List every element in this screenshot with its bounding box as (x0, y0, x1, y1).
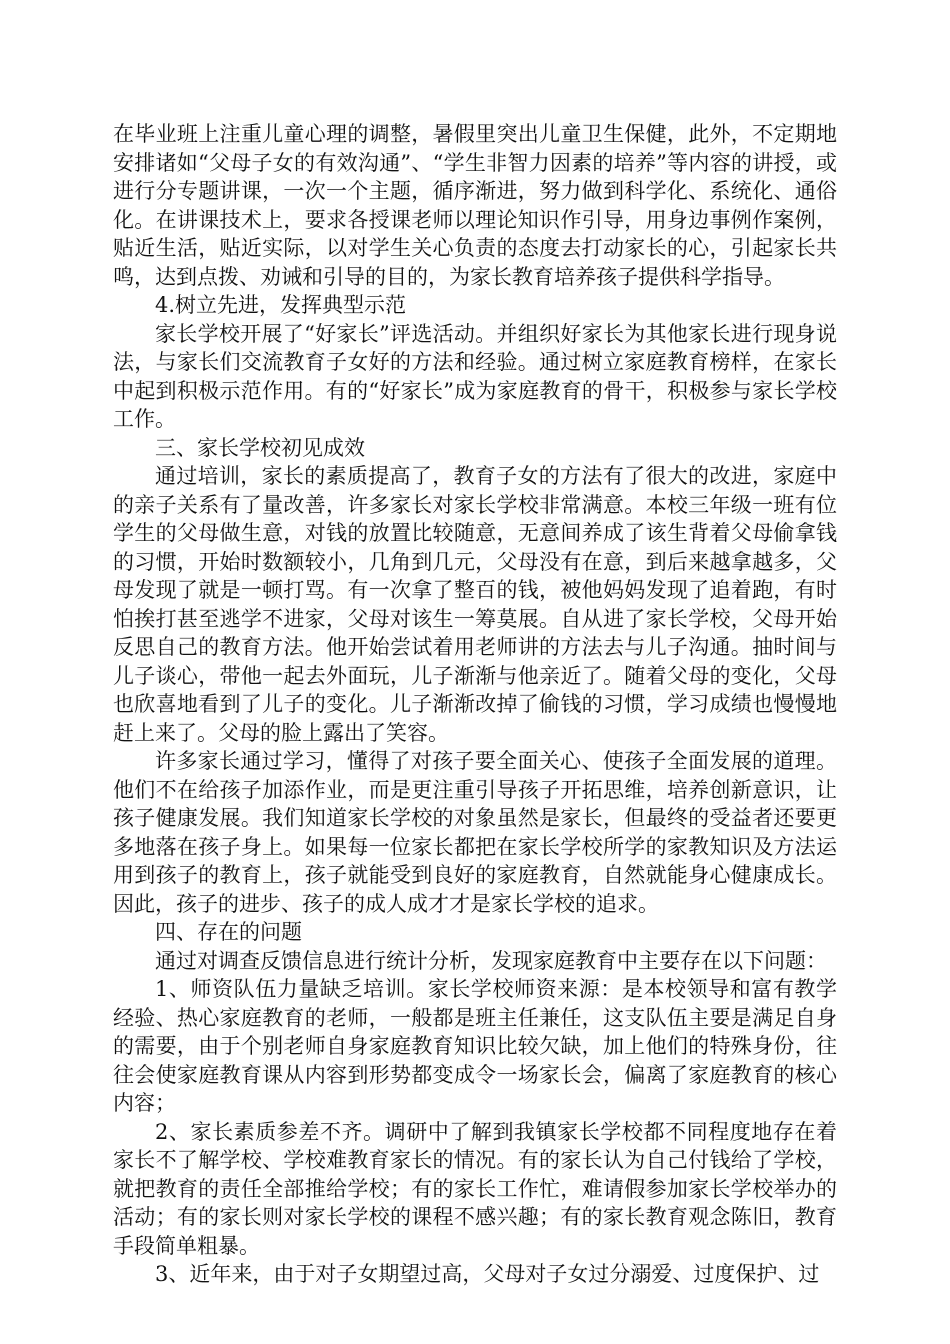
section-heading-4: 4.树立先进，发挥典型示范 (155, 293, 407, 317)
document-page (113, 120, 837, 1289)
paragraph-2: 家长学校开展了“好家长”评选活动。并组织好家长为其他家长进行现身说法，与家长们交流教育子女好的方法和经验。通过树立家庭教育榜样，在家长中起到积极示范作用。有的“好家长”成为家庭教育的骨干，积极参与家长学校工作。 (113, 321, 837, 431)
paragraph-4: 许多家长通过学习，懂得了对孩子要全面关心、使孩子全面发展的道理。他们不在给孩子加添作业，而是更注重引导孩子开拓思维，培养创新意识，让孩子健康发展。我们知道家长学校的对象虽然是家长，但最终的受益者还要更多地落在孩子身上。如果每一位家长都把在家长学校所学的家教知识及方法运用到孩子的教育上，孩子就能受到良好的家庭教育，自然就能身心健康成长。因此，孩子的进步、孩子的成人成才才是家长学校的追求。 (113, 749, 837, 916)
section-heading-3: 三、家长学校初见成效 (155, 435, 365, 460)
paragraph-1: 在毕业班上注重儿童心理的调整，暑假里突出儿童卫生保健，此外，不定期地安排诸如“父母子女的有效沟通”、“学生非智力因素的培养”等内容的讲授，或进行分专题讲课，一次一个主题，循序渐进，努力做到科学化、系统化、通俗化。在讲课技术上，要求各授课老师以理论知识作引导，用身边事例作案例，贴近生活，贴近实际，以对学生关心负责的态度去打动家长的心，引起家长共鸣，达到点拨、劝诫和引导的目的，为家长教育培养孩子提供科学指导。 (113, 122, 837, 289)
paragraph-3: 通过培训，家长的素质提高了，教育子女的方法有了很大的改进，家庭中的亲子关系有了量改善，许多家长对家长学校非常满意。本校三年级一班有位学生的父母做生意，对钱的放置比较随意，无意间养成了该生背着父母偷拿钱的习惯，开始时数额较小，几角到几元，父母没有在意，到后来越拿越多，父母发现了就是一顿打骂。有一次拿了整百的钱，被他妈妈发现了追着跑，有时怕挨打甚至逃学不进家，父母对该生一筹莫展。自从进了家长学校，父母开始反思自己的教育方法。他开始尝试着用老师讲的方法去与儿子沟通。抽时间与儿子谈心，带他一起去外面玩，儿子渐渐与他亲近了。随着父母的变化，父母也欣喜地看到了儿子的变化。儿子渐渐改掉了偷钱的习惯，学习成绩也慢慢地赶上来了。父母的脸上露出了笑容。 (113, 464, 837, 745)
paragraph-7: 2、家长素质参差不齐。调研中了解到我镇家长学校都不同程度地存在着家长不了解学校、学校难教育家长的情况。有的家长认为自己付钱给了学校，就把教育的责任全部推给学校；有的家长工作忙，难请假参加家长学校举办的活动；有的家长则对家长学校的课程不感兴趣；有的家长教育观念陈旧，教育手段简单粗暴。 (113, 1119, 837, 1258)
paragraph-8: 3、近年来，由于对子女期望过高，父母对子女过分溺爱、过度保护、过 (155, 1262, 820, 1286)
paragraph-5: 通过对调查反馈信息进行统计分析，发现家庭教育中主要存在以下问题： (155, 948, 827, 973)
section-heading-problems: 四、存在的问题 (155, 920, 302, 944)
paragraph-6: 1、师资队伍力量缺乏培训。家长学校师资来源：是本校领导和富有教学经验、热心家庭教育的老师，一般都是班主任兼任，这支队伍主要是满足自身的需要，由于个别老师自身家庭教育知识比较欠缺，加上他们的特殊身份，往往会使家庭教育课从内容到形势都变成令一场家长会，偏离了家庭教育的核心内容； (113, 977, 837, 1115)
